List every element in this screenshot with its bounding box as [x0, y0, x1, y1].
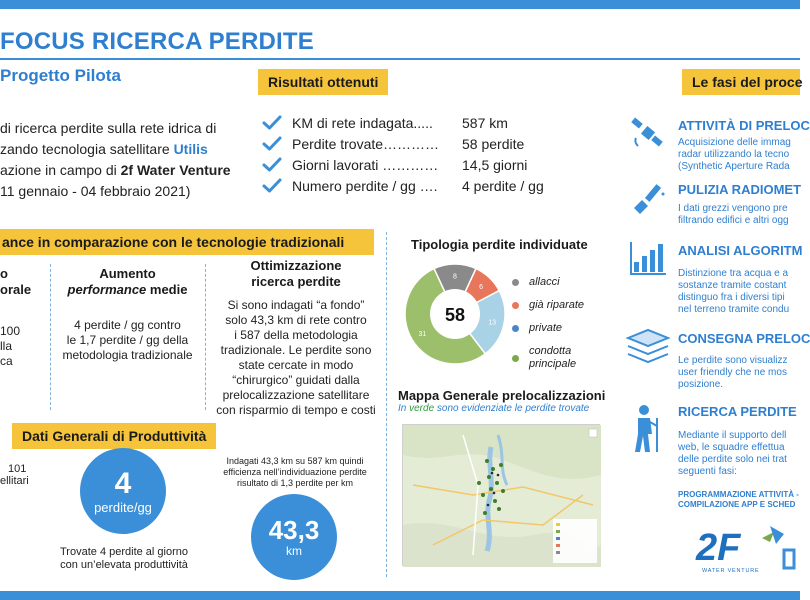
col-body: Si sono indagati “a fondo” solo 43,3 km di rete contro i 587 della metodologia tradizionale. Le perdite sono state cercate in modo “chirurgico” guidati dalla prelocalizzazione satellitare con risparmio di tempo e costi: [216, 298, 376, 417]
intro-line-2: zando tecnologia satellitare Utilis: [0, 141, 208, 157]
result-label: Perdite trovate…………: [292, 135, 440, 152]
result-value: 58 perdite: [462, 135, 525, 152]
pie-value-label: 8: [453, 273, 457, 281]
page-subtitle: Progetto Pilota: [0, 66, 121, 85]
results-row: [262, 133, 544, 154]
results-row: [262, 154, 544, 175]
result-value: 14,5 giorni: [462, 156, 528, 173]
daily-leaks-caption: Trovate 4 perdite al giorno con un’elevata produttività: [60, 546, 188, 571]
legend-item: condotta principale: [512, 345, 584, 371]
result-label: Numero perdite / gg ….: [292, 177, 438, 194]
top-accent-bar: [0, 0, 800, 9]
pie-total-label: 58: [444, 305, 466, 325]
col-heading: ricerca perdite: [251, 274, 341, 289]
intro-line-3: azione in campo di 2f Water Venture: [0, 162, 231, 178]
performance-col-1: o orale 100 lla ca: [0, 266, 32, 368]
col-heading: Aumento: [99, 266, 156, 281]
check-icon: [262, 178, 292, 194]
map-title: Mappa Generale prelocalizzazioni: [398, 388, 606, 403]
2f-water-venture-logo: [694, 520, 760, 579]
phase-title: ATTIVITÀ DI PRELOC: [678, 118, 810, 133]
col-heading: Ottimizzazione: [250, 258, 342, 273]
column-divider: [50, 264, 51, 410]
layers-icon: [624, 328, 672, 364]
column-divider: [205, 264, 206, 410]
leak-prelocation-map[interactable]: [402, 424, 600, 566]
phase-footnote: PROGRAMMAZIONE ATTIVITÀ - COMPILAZIONE APP E SCHED: [678, 490, 799, 509]
performance-banner: ance in comparazione con le tecnologie tradizionali: [0, 229, 374, 255]
bottom-accent-bar: [0, 591, 800, 600]
intro-line-4: 11 gennaio - 04 febbraio 2021): [0, 183, 191, 199]
phase-text: Distinzione tra acqua e a sostanze tramite costant distinguo fra i diversi tipi nel terreno tramite condu: [678, 268, 790, 315]
svg-text:2F: 2F: [696, 527, 741, 569]
bar-chart-icon: [628, 240, 668, 276]
phase-text: Mediante il supporto dell web, le squadre effettua delle perdite solo nei trat seguenti fasi:: [678, 430, 787, 477]
check-icon: [262, 157, 292, 173]
result-value: 587 km: [462, 114, 508, 131]
results-banner: Risultati ottenuti: [258, 69, 388, 95]
col-heading: performance medie: [67, 282, 188, 297]
legend-item: private: [512, 322, 584, 335]
phase-title: RICERCA PERDITE: [678, 404, 797, 419]
phase-title: CONSEGNA PRELOC: [678, 331, 810, 346]
pie-value-label: 13: [488, 319, 497, 327]
intro-paragraph: [0, 118, 250, 202]
productivity-left-text: 101 ellitari: [0, 463, 29, 487]
productivity-banner: Dati Generali di Produttività: [12, 423, 216, 449]
performance-col-3: [208, 258, 384, 418]
leak-type-pie: [403, 262, 507, 366]
svg-text:WATER VENTURE: WATER VENTURE: [702, 568, 760, 574]
intro-line-1: di ricerca perdite sulla rete idrica di: [0, 120, 217, 136]
section-divider: [386, 232, 387, 577]
legend-item: già riparate: [512, 299, 584, 312]
phase-text: Le perdite sono visualizz user friendly che ne mos posizione.: [678, 355, 788, 390]
map-caption: In verde sono evidenziate le perdite trovate: [398, 403, 590, 414]
phase-text: I dati grezzi vengono pre filtrando edifici e altri ogg: [678, 203, 789, 226]
phase-text: Acquisizione delle immag radar utilizzando la tecno (Synthetic Aperture Rada: [678, 137, 791, 172]
efficiency-note: Indagati 43,3 km su 587 km quindi efficienza nell’individuazione perdite risultato di 1,3 perdite per km: [223, 456, 367, 488]
phases-banner: Le fasi del proce: [682, 69, 800, 95]
km-bubble: 43,3 km: [251, 494, 337, 580]
check-icon: [262, 115, 292, 131]
results-list: [262, 112, 544, 196]
result-value: 4 perdite / gg: [462, 177, 544, 194]
check-icon: [262, 136, 292, 152]
satellite-icon: [628, 116, 668, 152]
pie-value-label: 6: [479, 283, 484, 291]
results-row: [262, 175, 544, 196]
brush-icon: [628, 182, 668, 218]
daily-leaks-bubble: 4 perdite/gg: [80, 448, 166, 534]
result-label: KM di rete indagata.....: [292, 114, 433, 131]
phase-title: PULIZIA RADIOMET: [678, 182, 802, 197]
page-title: FOCUS RICERCA PERDITE: [0, 28, 314, 55]
legend-item: allacci: [512, 276, 584, 289]
utilis-brand: Utilis: [173, 141, 208, 157]
performance-col-2: Aumento performance medie 4 perdite / gg contro le 1,7 perdite / gg della metodologia tradizionale: [55, 266, 200, 363]
pie-value-label: 31: [418, 331, 427, 339]
utilis-logo: [760, 520, 800, 575]
phase-title: ANALISI ALGORITM: [678, 243, 803, 258]
chart-title: Tipologia perdite individuate: [411, 237, 588, 252]
result-label: Giorni lavorati …………: [292, 156, 439, 173]
results-row: [262, 112, 544, 133]
title-divider: [0, 58, 800, 60]
2f-brand: 2f Water Venture: [120, 162, 231, 178]
walking-person-icon: [628, 404, 668, 440]
pie-legend: [512, 276, 584, 371]
